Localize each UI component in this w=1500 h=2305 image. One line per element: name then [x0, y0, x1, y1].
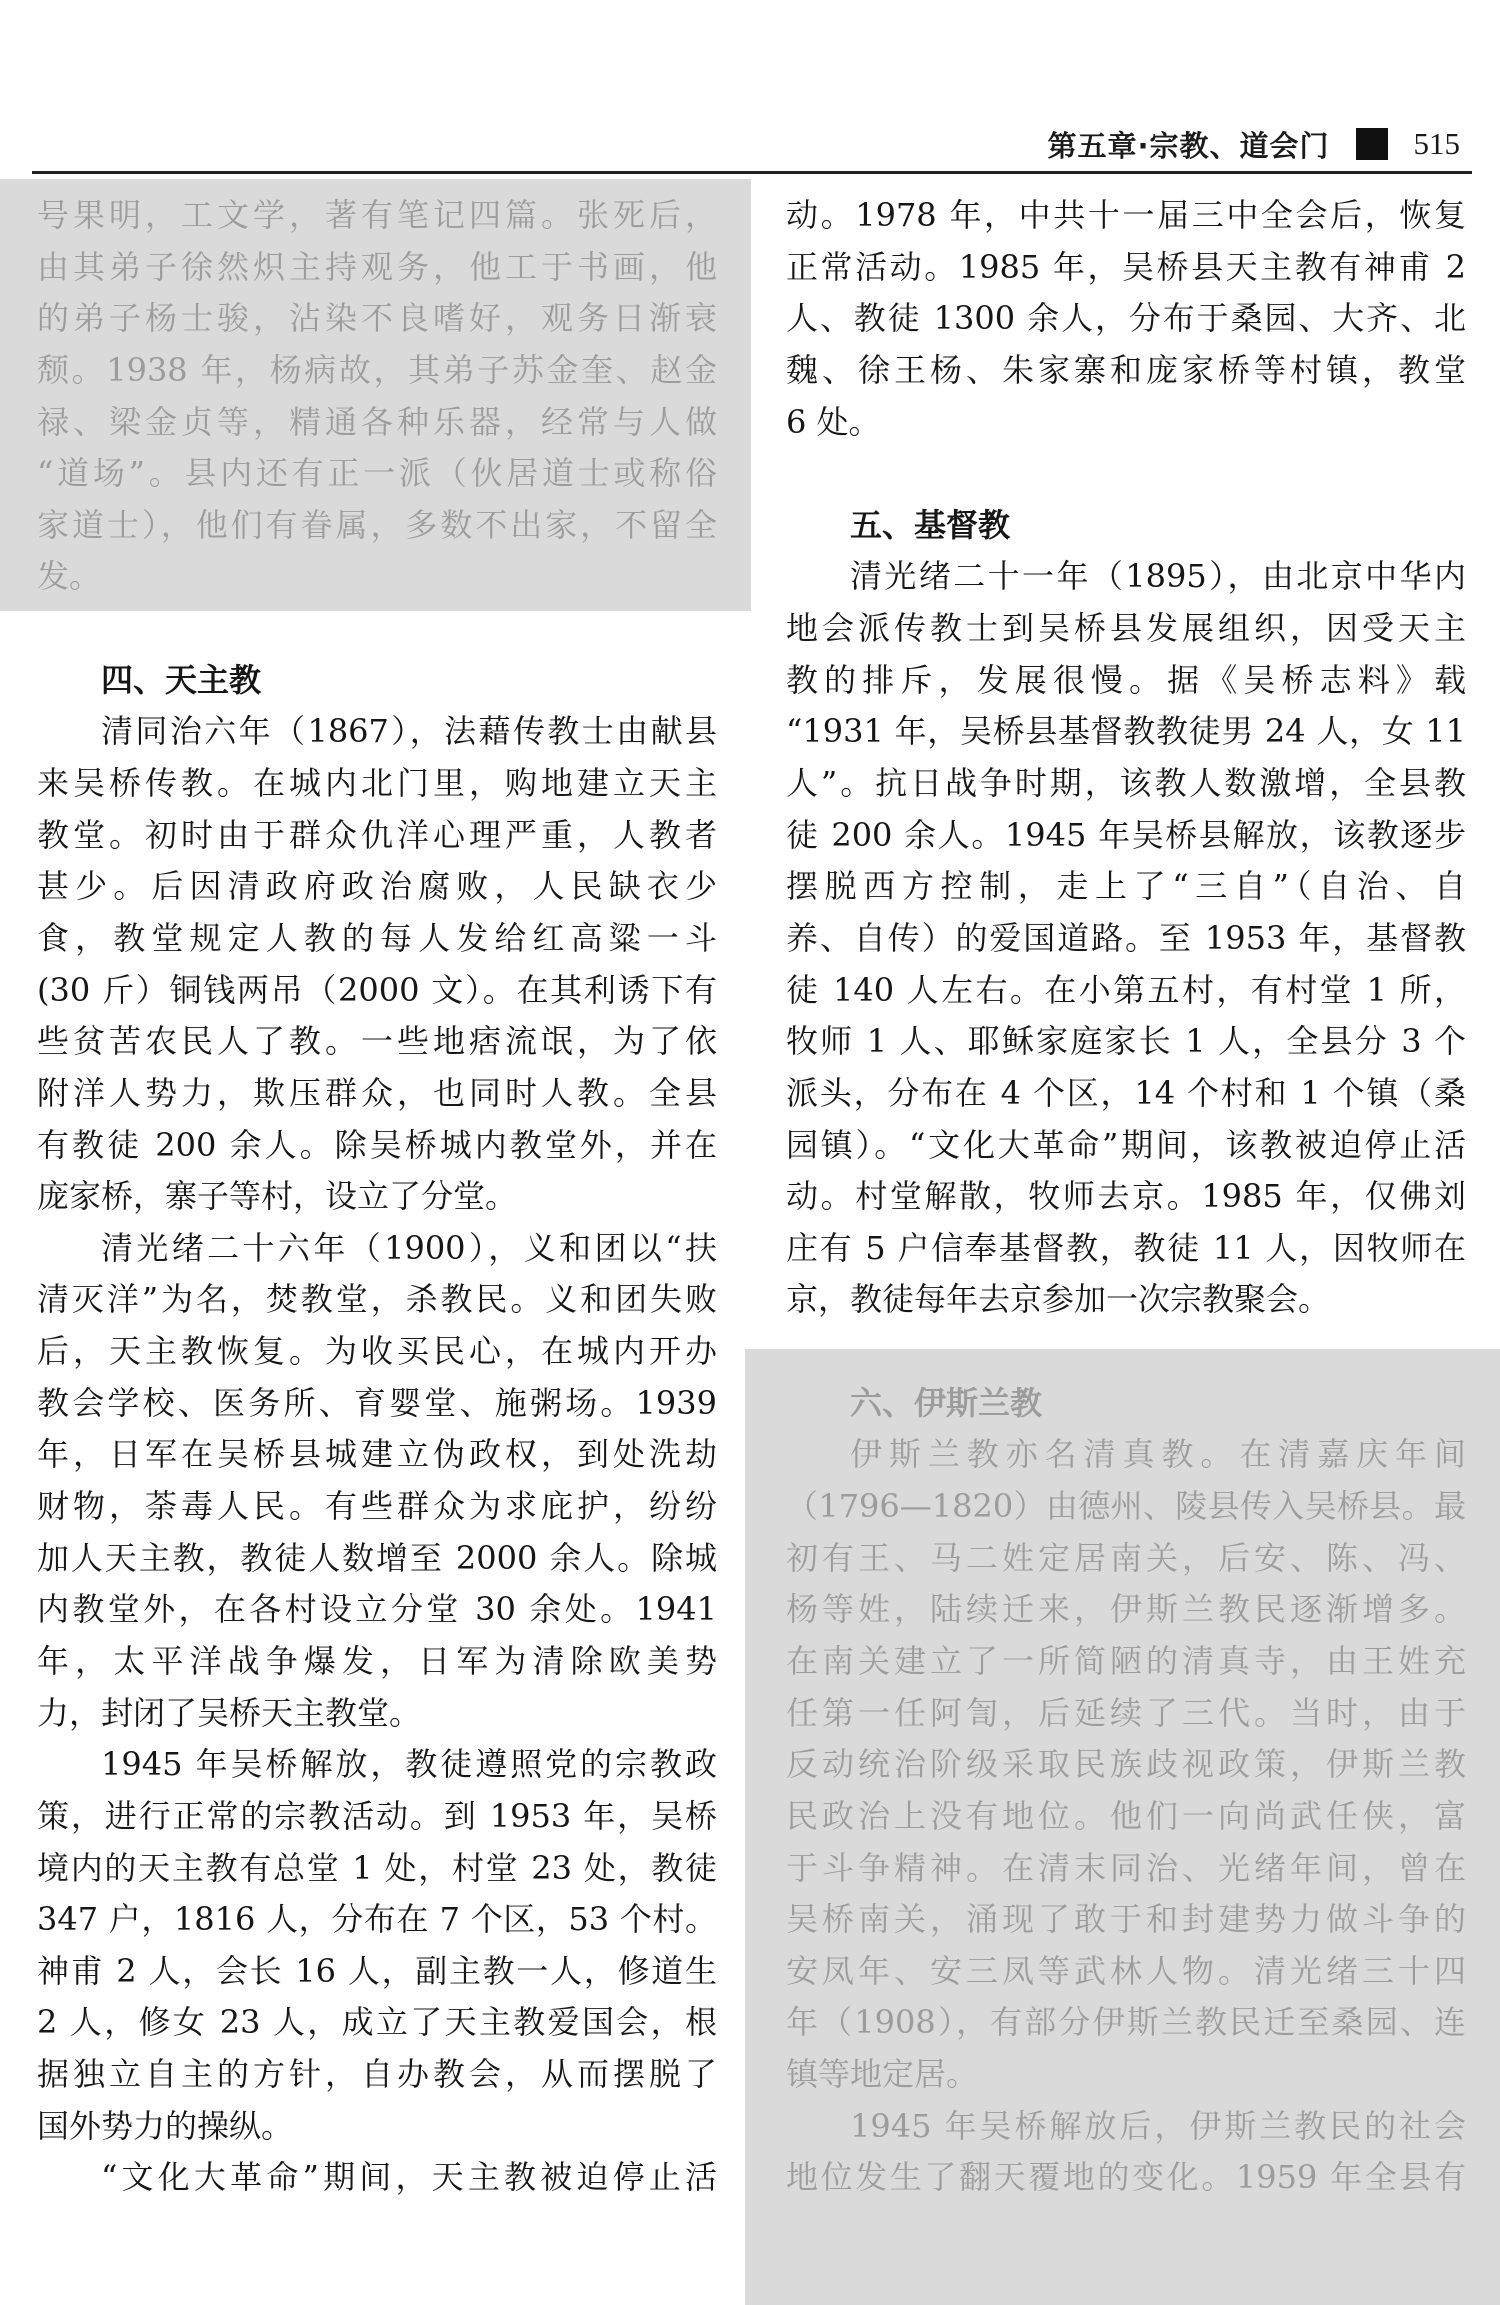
section-heading-christianity: 五、基督教	[850, 505, 1011, 544]
text-line: 神甫 2 人，会长 16 人，副主教一人，修道生	[37, 1951, 717, 1990]
text-line: 教堂。初时由于群众仇洋心理严重，人教者	[37, 815, 717, 854]
text-line: 家道士），他们有眷属，多数不出家，不留全	[37, 505, 717, 544]
text-line: 1945 年吴桥解放，教徒遵照党的宗教政	[101, 1745, 717, 1784]
text-line: 清光绪二十六年（1900），义和团以“扶	[101, 1228, 717, 1267]
text-line: 发。	[37, 557, 102, 596]
text-line: 甚少。后因清政府政治腐败，人民缺衣少	[37, 867, 717, 906]
text-line: 养、自传）的爱国道路。至 1953 年，基督教	[786, 918, 1466, 957]
text-line: 由其弟子徐然炽主持观务，他工于书画，他	[37, 247, 717, 286]
continued-paragraph	[786, 190, 1466, 448]
text-line: 庄有 5 户信奉基督教，教徒 11 人，因牧师在	[786, 1228, 1466, 1267]
text-line: 庞家桥，寨子等村，设立了分堂。	[37, 1177, 518, 1216]
text-line: 有教徒 200 余人。除吴桥城内教堂外，并在	[37, 1125, 717, 1164]
text-line: 内教堂外，在各村设立分堂 30 余处。1941	[37, 1590, 717, 1629]
right-column	[786, 190, 1466, 2204]
paragraph	[786, 551, 1466, 1326]
paragraph	[37, 706, 717, 1222]
text-line: 派头，分布在 4 个区，14 个村和 1 个镇（桑	[786, 1073, 1466, 1112]
text-line: 年（1908），有部分伊斯兰教民迁至桑园、连	[786, 2003, 1466, 2042]
text-line: 正常活动。1985 年，吴桥县天主教有神甫 2	[786, 247, 1466, 286]
text-line: 力，封闭了吴桥天主教堂。	[37, 1693, 422, 1732]
left-column	[37, 190, 717, 2204]
text-line: 加人天主教，教徒人数增至 2000 余人。除城	[37, 1538, 717, 1577]
text-line: 园镇）。“文化大革命”期间，该教被迫停止活	[786, 1125, 1466, 1164]
text-line: 境内的天主教有总堂 1 处，村堂 23 处，教徒	[37, 1848, 717, 1887]
text-line: 地位发生了翻天覆地的变化。1959 年全县有	[786, 2158, 1466, 2197]
text-line: 颓。1938 年，杨病故，其弟子苏金奎、赵金	[37, 350, 717, 389]
text-line: 人”。抗日战争时期，该教人数激增，全县教	[786, 764, 1466, 803]
text-line: 镇等地定居。	[786, 2055, 979, 2094]
section-heading-catholicism: 四、天主教	[101, 660, 262, 699]
text-line: 杨等姓，陆续迁来，伊斯兰教民逐渐增多。	[786, 1590, 1466, 1629]
text-line: 食，教堂规定人教的每人发给红高粱一斗	[37, 918, 717, 957]
paragraph	[786, 1429, 1466, 2100]
text-line: 附洋人势力，欺压群众，也同时人教。全县	[37, 1073, 717, 1112]
text-line: 摆脱西方控制，走上了“三自”（自治、自	[786, 867, 1466, 906]
paragraph	[786, 2101, 1466, 2204]
text-line: 教会学校、医务所、育婴堂、施粥场。1939	[37, 1383, 717, 1422]
paragraph	[37, 1739, 717, 2152]
text-line: “文化大革命”期间，天主教被迫停止活	[101, 2158, 717, 2197]
text-line: “道场”。县内还有正一派（伙居道士或称俗	[37, 454, 717, 493]
black-square-mark	[1356, 128, 1388, 160]
text-line: 据独立自主的方针，自办教会，从而摆脱了	[37, 2055, 717, 2094]
paragraph	[37, 1223, 717, 1739]
text-line: 347 户，1816 人，分布在 7 个区，53 个村。	[37, 1900, 717, 1939]
text-line: 来吴桥传教。在城内北门里，购地建立天主	[37, 764, 717, 803]
text-line: 年，日军在吴桥县城建立伪政权，到处洗劫	[37, 1435, 717, 1474]
text-line: 1945 年吴桥解放后，伊斯兰教民的社会	[850, 2106, 1466, 2145]
text-line: 初有王、马二姓定居南关，后安、陈、冯、	[786, 1538, 1466, 1577]
text-line: 清灭洋”为名，焚教堂，杀教民。义和团失败	[37, 1280, 717, 1319]
text-line: 6 处。	[786, 402, 881, 441]
text-line: 地会派传教士到吴桥县发展组织，因受天主	[786, 609, 1466, 648]
text-line: 反动统治阶级采取民族歧视政策，伊斯兰教	[786, 1745, 1466, 1784]
text-line: 清同治六年（1867），法藉传教士由献县	[101, 712, 717, 751]
text-line: 徒 200 余人。1945 年吴桥县解放，该教逐步	[786, 815, 1466, 854]
text-line: “1931 年，吴桥县基督教教徒男 24 人，女 11	[786, 712, 1466, 751]
text-line: 禄、梁金贞等，精通各种乐器，经常与人做	[37, 402, 717, 441]
text-line: 2 人，修女 23 人，成立了天主教爱国会，根	[37, 2003, 717, 2042]
text-line: 动。1978 年，中共十一届三中全会后，恢复	[786, 196, 1466, 234]
text-line: 年，太平洋战争爆发，日军为清除欧美势	[37, 1641, 717, 1680]
paragraph	[37, 2152, 717, 2204]
header-rule	[32, 171, 1472, 174]
text-line: 人、教徒 1300 余人，分布于桑园、大齐、北	[786, 299, 1466, 338]
chapter-title: 第五章·宗教、道会门	[1047, 128, 1330, 163]
text-line: (30 斤）铜钱两吊（2000 文）。在其利诱下有	[37, 970, 717, 1009]
text-line: 的弟子杨士骏，沾染不良嗜好，观务日渐衰	[37, 299, 717, 338]
text-line: （1796—1820）由德州、陵县传入吴桥县。最	[786, 1487, 1466, 1526]
text-line: 财物，荼毒人民。有些群众为求庇护，纷纷	[37, 1487, 717, 1526]
text-line: 清光绪二十一年（1895），由北京中华内	[850, 557, 1466, 596]
running-head	[1047, 124, 1460, 164]
text-line: 于斗争精神。在清末同治、光绪年间，曾在	[786, 1848, 1466, 1887]
text-line: 徒 140 人左右。在小第五村，有村堂 1 所，	[786, 970, 1466, 1009]
text-line: 魏、徐王杨、朱家寨和庞家桥等村镇，教堂	[786, 350, 1466, 389]
text-line: 京，教徒每年去京参加一次宗教聚会。	[786, 1280, 1331, 1319]
text-line: 些贫苦农民人了教。一些地痞流氓，为了依	[37, 1022, 717, 1061]
text-line: 伊斯兰教亦名清真教。在清嘉庆年间	[850, 1435, 1466, 1474]
text-line: 策，进行正常的宗教活动。到 1953 年，吴桥	[37, 1796, 717, 1835]
text-line: 号果明，工文学，著有笔记四篇。张死后，	[37, 196, 717, 234]
text-line: 动。村堂解散，牧师去京。1985 年，仅佛刘	[786, 1177, 1466, 1216]
continued-paragraph	[37, 190, 717, 603]
text-line: 民政治上没有地位。他们一向尚武任侠，富	[786, 1796, 1466, 1835]
text-line: 后，天主教恢复。为收买民心，在城内开办	[37, 1332, 717, 1371]
text-line: 在南关建立了一所简陋的清真寺，由王姓充	[786, 1641, 1466, 1680]
text-line: 教的排斥，发展很慢。据《吴桥志料》载	[786, 660, 1466, 699]
text-line: 任第一任阿訇，后延续了三代。当时，由于	[786, 1693, 1466, 1732]
text-line: 牧师 1 人、耶稣家庭家长 1 人，全县分 3 个	[786, 1022, 1466, 1061]
text-line: 国外势力的操纵。	[37, 2106, 294, 2145]
page-number: 515	[1413, 126, 1460, 161]
section-heading-islam: 六、伊斯兰教	[850, 1383, 1043, 1422]
text-line: 吴桥南关，涌现了敢于和封建势力做斗争的	[786, 1900, 1466, 1939]
text-line: 安凤年、安三凤等武林人物。清光绪三十四	[786, 1951, 1466, 1990]
